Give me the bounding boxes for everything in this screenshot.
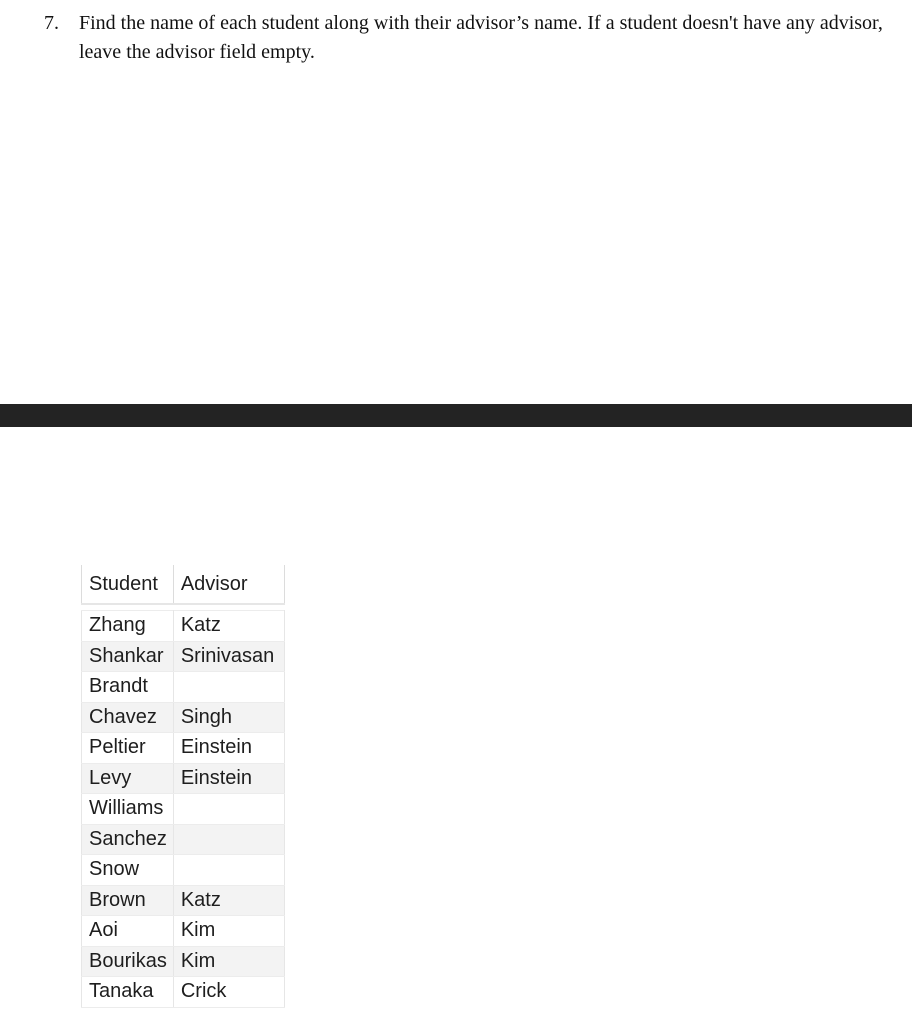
advisor-cell	[173, 672, 284, 703]
table-row	[82, 885, 285, 916]
table-row	[82, 763, 285, 794]
student-cell: Sanchez	[82, 824, 174, 855]
advisor-cell: Kim	[173, 916, 284, 947]
table-row	[82, 702, 285, 733]
student-cell: Tanaka	[82, 977, 174, 1008]
table-row	[82, 641, 285, 672]
question-number: 7.	[44, 12, 59, 34]
student-cell: Peltier	[82, 733, 174, 764]
advisor-cell: Srinivasan	[173, 641, 284, 672]
student-cell: Chavez	[82, 702, 174, 733]
student-cell: Williams	[82, 794, 174, 825]
advisor-cell: Singh	[173, 702, 284, 733]
table-header-row	[82, 565, 285, 604]
column-header-student: Student	[82, 565, 174, 604]
table-row	[82, 977, 285, 1008]
advisor-cell: Katz	[173, 611, 284, 642]
divider-bar	[0, 404, 912, 427]
table-row	[82, 611, 285, 642]
table-row	[82, 946, 285, 977]
advisor-cell: Crick	[173, 977, 284, 1008]
advisor-cell: Kim	[173, 946, 284, 977]
student-cell: Shankar	[82, 641, 174, 672]
advisor-cell: Katz	[173, 885, 284, 916]
student-cell: Brown	[82, 885, 174, 916]
result-table	[81, 565, 285, 1008]
table-row	[82, 855, 285, 886]
table-row	[82, 916, 285, 947]
advisor-cell: Einstein	[173, 733, 284, 764]
question-block	[44, 9, 894, 67]
student-cell: Brandt	[82, 672, 174, 703]
table-row	[82, 794, 285, 825]
table-row	[82, 824, 285, 855]
table-row	[82, 733, 285, 764]
table-row	[82, 672, 285, 703]
question-text: Find the name of each student along with their advisor’s name. If a student doesn't have any advisor, leave the advisor field empty.	[79, 12, 883, 63]
column-header-advisor: Advisor	[173, 565, 284, 604]
advisor-cell: Einstein	[173, 763, 284, 794]
advisor-cell	[173, 855, 284, 886]
student-cell: Snow	[82, 855, 174, 886]
table-body	[82, 604, 285, 1007]
student-cell: Zhang	[82, 611, 174, 642]
advisor-cell	[173, 794, 284, 825]
student-cell: Aoi	[82, 916, 174, 947]
student-cell: Levy	[82, 763, 174, 794]
student-cell: Bourikas	[82, 946, 174, 977]
advisor-cell	[173, 824, 284, 855]
